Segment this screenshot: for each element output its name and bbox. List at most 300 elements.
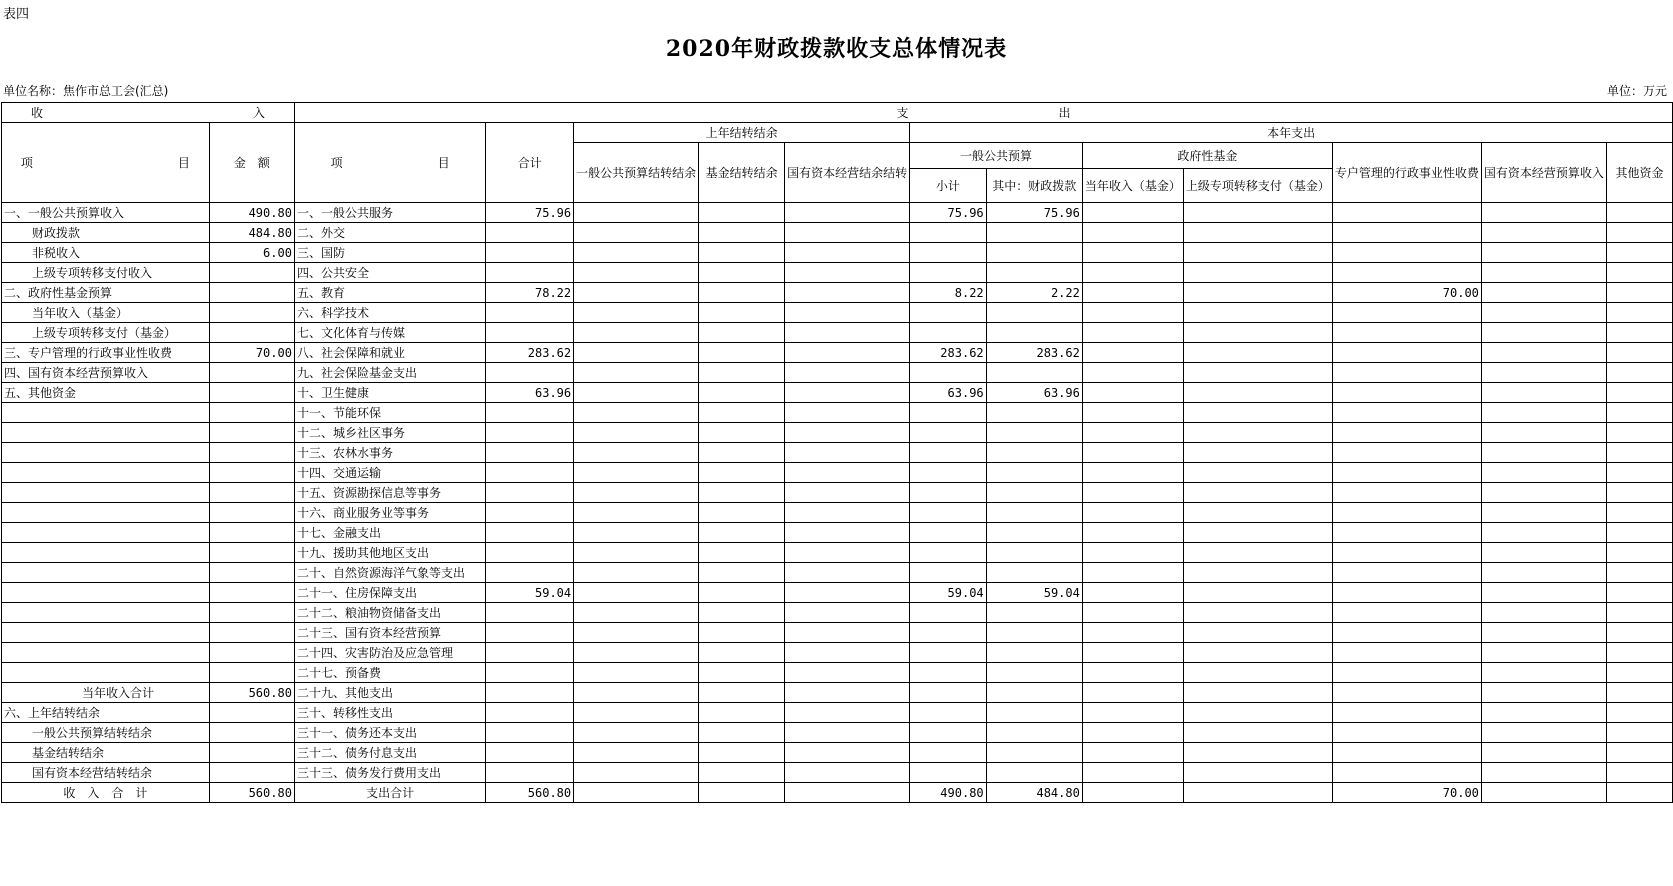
income-amount: 560.80 (209, 683, 294, 703)
general-budget-fiscal (986, 243, 1082, 263)
cell (574, 343, 699, 363)
expense-total (486, 603, 574, 623)
cell (574, 463, 699, 483)
expense-total (486, 403, 574, 423)
expense-total-label: 支出合计 (294, 783, 485, 803)
cell (785, 623, 910, 643)
income-amount (209, 763, 294, 783)
cell (1082, 483, 1183, 503)
cell (699, 263, 785, 283)
income-item: 二、政府性基金预算 (2, 283, 210, 303)
income-amount: 490.80 (209, 203, 294, 223)
cell (1606, 763, 1672, 783)
general-budget-fiscal (986, 443, 1082, 463)
cell (1481, 423, 1606, 443)
expense-total (486, 483, 574, 503)
cell (1082, 723, 1183, 743)
general-budget-subtotal (910, 623, 987, 643)
general-budget-subtotal (910, 243, 987, 263)
cell (1082, 683, 1183, 703)
income-item: 当年收入（基金） (2, 303, 210, 323)
cell (1606, 243, 1672, 263)
cell (1082, 603, 1183, 623)
expense-total (486, 763, 574, 783)
general-budget-fiscal (986, 523, 1082, 543)
special-fee-amount (1332, 543, 1481, 563)
cell (1183, 303, 1332, 323)
header-row-2 (2, 123, 1673, 143)
cell (1481, 503, 1606, 523)
general-budget-fiscal (986, 683, 1082, 703)
cell (1606, 203, 1672, 223)
table-row (2, 763, 1673, 783)
general-budget-fiscal (986, 423, 1082, 443)
table-row (2, 683, 1673, 703)
cell (699, 643, 785, 663)
cell (1481, 583, 1606, 603)
expense-item: 三、国防 (294, 243, 485, 263)
general-budget-fiscal: 2.22 (986, 283, 1082, 303)
cell (1183, 523, 1332, 543)
income-item (2, 603, 210, 623)
cell (785, 323, 910, 343)
cell (699, 623, 785, 643)
cell (1606, 403, 1672, 423)
table-row (2, 503, 1673, 523)
income-amount: 484.80 (209, 223, 294, 243)
table-row (2, 383, 1673, 403)
income-amount (209, 623, 294, 643)
subtotal-header: 小计 (910, 169, 987, 203)
cell (574, 743, 699, 763)
cell (1183, 723, 1332, 743)
general-budget-fiscal (986, 223, 1082, 243)
general-budget-fiscal (986, 503, 1082, 523)
expense-item: 九、社会保险基金支出 (294, 363, 485, 383)
general-budget-subtotal (910, 443, 987, 463)
cell (1183, 583, 1332, 603)
general-budget-subtotal (910, 423, 987, 443)
subtotal-total: 490.80 (910, 783, 987, 803)
general-budget-subtotal: 75.96 (910, 203, 987, 223)
expense-item: 十四、交通运输 (294, 463, 485, 483)
expense-total: 59.04 (486, 583, 574, 603)
cell (574, 303, 699, 323)
special-fee-amount (1332, 483, 1481, 503)
general-budget-fiscal (986, 603, 1082, 623)
expense-total-header: 合计 (486, 123, 574, 203)
cell (1481, 703, 1606, 723)
income-item: 五、其他资金 (2, 383, 210, 403)
expense-total (486, 563, 574, 583)
income-item: 上级专项转移支付收入 (2, 263, 210, 283)
this-year-header: 本年支出 (910, 123, 1673, 143)
table-row (2, 463, 1673, 483)
expense-total (486, 643, 574, 663)
general-budget-subtotal (910, 303, 987, 323)
special-fee-amount (1332, 623, 1481, 643)
general-budget-fiscal: 75.96 (986, 203, 1082, 223)
cell (699, 343, 785, 363)
cell (699, 363, 785, 383)
expense-total (486, 363, 574, 383)
special-fee-amount (1332, 563, 1481, 583)
expense-total (486, 243, 574, 263)
general-budget-fiscal (986, 463, 1082, 483)
cell (1606, 703, 1672, 723)
page-title: 2020年财政拨款收支总体情况表 (665, 36, 1008, 62)
cell (1606, 643, 1672, 663)
special-fee-amount (1332, 663, 1481, 683)
table-row (2, 703, 1673, 723)
cell (574, 623, 699, 643)
cell (1183, 643, 1332, 663)
cell (1606, 223, 1672, 243)
cell (699, 243, 785, 263)
cell (785, 263, 910, 283)
other-funds-header: 其他资金 (1606, 143, 1672, 203)
cell (1082, 543, 1183, 563)
table-row (2, 423, 1673, 443)
special-fee-amount (1332, 443, 1481, 463)
cell (785, 223, 910, 243)
table-row (2, 663, 1673, 683)
cell (699, 403, 785, 423)
cell (574, 403, 699, 423)
general-budget-fiscal: 283.62 (986, 343, 1082, 363)
expense-total-amount: 560.80 (486, 783, 574, 803)
cell (699, 423, 785, 443)
income-amount (209, 483, 294, 503)
expense-total (486, 663, 574, 683)
upper-transfer-fund-header: 上级专项转移支付（基金） (1183, 169, 1332, 203)
cell (785, 303, 910, 323)
cell (699, 323, 785, 343)
expense-item: 十、卫生健康 (294, 383, 485, 403)
cell (1082, 523, 1183, 543)
general-budget-fiscal (986, 663, 1082, 683)
income-amount (209, 643, 294, 663)
cell (1082, 403, 1183, 423)
general-budget-fiscal (986, 323, 1082, 343)
gp-balance-header: 一般公共预算结转结余 (574, 143, 699, 203)
cell (785, 283, 910, 303)
income-item: 一般公共预算结转结余 (2, 723, 210, 743)
cell (1606, 303, 1672, 323)
cell (1082, 463, 1183, 483)
special-fee-amount (1332, 723, 1481, 743)
income-item (2, 663, 210, 683)
table-number: 表四 (3, 7, 30, 22)
cell (699, 203, 785, 223)
cell (699, 723, 785, 743)
cell (1481, 623, 1606, 643)
cell (1183, 763, 1332, 783)
expense-item: 二十一、住房保障支出 (294, 583, 485, 603)
cell (574, 663, 699, 683)
income-item (2, 403, 210, 423)
general-budget-fiscal: 59.04 (986, 583, 1082, 603)
cell (1481, 543, 1606, 563)
special-fee-amount (1332, 503, 1481, 523)
cell (1606, 783, 1672, 803)
general-budget-subtotal (910, 603, 987, 623)
cell (1082, 583, 1183, 603)
table-row (2, 223, 1673, 243)
special-fee-amount (1332, 583, 1481, 603)
cell (1183, 223, 1332, 243)
expense-total (486, 683, 574, 703)
income-amount (209, 403, 294, 423)
cell (1481, 403, 1606, 423)
income-item: 四、国有资本经营预算收入 (2, 363, 210, 383)
expense-total (486, 723, 574, 743)
income-amount (209, 583, 294, 603)
income-amount (209, 263, 294, 283)
cell (574, 583, 699, 603)
fund-balance-header: 基金结转结余 (699, 143, 785, 203)
income-section-header: 收 入 (2, 103, 295, 123)
cell (1481, 283, 1606, 303)
totals-row (2, 783, 1673, 803)
income-amount (209, 423, 294, 443)
cell (785, 643, 910, 663)
cell (785, 583, 910, 603)
cell (1606, 503, 1672, 523)
cell (1183, 203, 1332, 223)
table-row (2, 643, 1673, 663)
table-row (2, 203, 1673, 223)
cell (1082, 663, 1183, 683)
prev-balance-header: 上年结转结余 (574, 123, 910, 143)
general-budget-subtotal (910, 723, 987, 743)
expense-total (486, 703, 574, 723)
expense-item: 十九、援助其他地区支出 (294, 543, 485, 563)
cell (1481, 463, 1606, 483)
cell (699, 303, 785, 323)
general-budget-fiscal (986, 703, 1082, 723)
table-row (2, 623, 1673, 643)
expense-total (486, 423, 574, 443)
expense-item: 二十二、粮油物资储备支出 (294, 603, 485, 623)
income-item (2, 503, 210, 523)
special-fee-amount (1332, 223, 1481, 243)
general-budget-subtotal (910, 363, 987, 383)
income-item: 当年收入合计 (2, 683, 210, 703)
unit-name: 单位名称：焦作市总工会(汇总) (3, 84, 169, 98)
income-item-header: 项 目 (2, 123, 210, 203)
cell (1606, 443, 1672, 463)
income-item: 基金结转结余 (2, 743, 210, 763)
cell (574, 363, 699, 383)
cell (574, 443, 699, 463)
expense-total (486, 263, 574, 283)
cell (699, 223, 785, 243)
expense-item: 二、外交 (294, 223, 485, 243)
special-fee-amount (1332, 323, 1481, 343)
cell (1481, 663, 1606, 683)
table-row (2, 303, 1673, 323)
cell (574, 483, 699, 503)
cell (699, 543, 785, 563)
cell (699, 663, 785, 683)
cell (785, 243, 910, 263)
general-budget-subtotal (910, 223, 987, 243)
cell (1183, 423, 1332, 443)
cell (1606, 723, 1672, 743)
income-amount (209, 603, 294, 623)
table-row (2, 523, 1673, 543)
cell (785, 743, 910, 763)
expense-item: 五、教育 (294, 283, 485, 303)
cell (1183, 343, 1332, 363)
cell (1082, 623, 1183, 643)
cell (574, 383, 699, 403)
table-row (2, 543, 1673, 563)
cell (1082, 303, 1183, 323)
cell (1082, 243, 1183, 263)
expense-total (486, 303, 574, 323)
income-item (2, 563, 210, 583)
income-item (2, 463, 210, 483)
cell (1481, 643, 1606, 663)
table-row (2, 583, 1673, 603)
expense-item: 二十七、预备费 (294, 663, 485, 683)
special-fee-amount (1332, 203, 1481, 223)
cell (1183, 363, 1332, 383)
cell (1183, 263, 1332, 283)
cell (1481, 763, 1606, 783)
income-amount (209, 283, 294, 303)
fiscal-header: 其中：财政拨款 (986, 169, 1082, 203)
cell (785, 783, 910, 803)
cell (785, 603, 910, 623)
cell (785, 463, 910, 483)
cell (1183, 603, 1332, 623)
income-item (2, 483, 210, 503)
cell (1082, 363, 1183, 383)
expense-item: 十五、资源勘探信息等事务 (294, 483, 485, 503)
cell (574, 563, 699, 583)
soe-budget-header: 国有资本经营预算收入 (1481, 143, 1606, 203)
cell (1606, 583, 1672, 603)
expense-total (486, 523, 574, 543)
gov-fund-header: 政府性基金 (1082, 143, 1332, 169)
table-row (2, 723, 1673, 743)
cell (1606, 603, 1672, 623)
cell (1183, 683, 1332, 703)
cell (785, 363, 910, 383)
expense-total: 75.96 (486, 203, 574, 223)
currency-unit: 单位：万元 (1606, 84, 1667, 98)
income-amount (209, 723, 294, 743)
general-budget-subtotal: 283.62 (910, 343, 987, 363)
cell (574, 643, 699, 663)
income-amount (209, 563, 294, 583)
general-budget-fiscal (986, 403, 1082, 423)
special-fee-amount (1332, 363, 1481, 383)
expense-total (486, 623, 574, 643)
table-row (2, 323, 1673, 343)
general-budget-subtotal: 63.96 (910, 383, 987, 403)
income-total-label: 收 入 合 计 (2, 783, 210, 803)
cell (1183, 623, 1332, 643)
cell (1606, 743, 1672, 763)
cell (1481, 523, 1606, 543)
cell (1481, 363, 1606, 383)
expense-item: 四、公共安全 (294, 263, 485, 283)
general-budget-fiscal (986, 643, 1082, 663)
table-row (2, 603, 1673, 623)
cell (1082, 223, 1183, 243)
general-budget-subtotal: 8.22 (910, 283, 987, 303)
cell (785, 563, 910, 583)
cell (785, 503, 910, 523)
special-fee-amount (1332, 383, 1481, 403)
cell (1481, 243, 1606, 263)
cell (1082, 783, 1183, 803)
expense-item: 七、文化体育与传媒 (294, 323, 485, 343)
cell (1606, 263, 1672, 283)
table-row (2, 263, 1673, 283)
cell (574, 703, 699, 723)
cell (1481, 223, 1606, 243)
cell (699, 783, 785, 803)
cell (1481, 563, 1606, 583)
table-row (2, 283, 1673, 303)
expense-item: 十二、城乡社区事务 (294, 423, 485, 443)
special-fee-amount: 70.00 (1332, 283, 1481, 303)
income-amount (209, 443, 294, 463)
cell (1481, 383, 1606, 403)
expense-item: 十一、节能环保 (294, 403, 485, 423)
general-budget-subtotal (910, 743, 987, 763)
cell (785, 683, 910, 703)
general-budget-fiscal (986, 363, 1082, 383)
income-item: 六、上年结转结余 (2, 703, 210, 723)
special-fee-amount (1332, 423, 1481, 443)
general-budget-subtotal (910, 563, 987, 583)
cell (1183, 243, 1332, 263)
general-budget-fiscal (986, 743, 1082, 763)
income-item (2, 423, 210, 443)
cell (785, 543, 910, 563)
cell (1481, 603, 1606, 623)
general-budget-subtotal (910, 503, 987, 523)
cell (699, 583, 785, 603)
cell (1606, 623, 1672, 643)
cell (699, 503, 785, 523)
cell (574, 603, 699, 623)
income-item (2, 523, 210, 543)
general-budget-fiscal (986, 623, 1082, 643)
general-budget-fiscal (986, 723, 1082, 743)
cell (1082, 643, 1183, 663)
special-fee-amount (1332, 703, 1481, 723)
cell (1183, 483, 1332, 503)
cell (699, 743, 785, 763)
cell (574, 283, 699, 303)
income-amount (209, 523, 294, 543)
cell (699, 383, 785, 403)
income-item: 上级专项转移支付（基金） (2, 323, 210, 343)
cell (574, 683, 699, 703)
cell (1481, 723, 1606, 743)
cell (699, 683, 785, 703)
cell (699, 463, 785, 483)
general-budget-subtotal (910, 763, 987, 783)
cell (1606, 463, 1672, 483)
